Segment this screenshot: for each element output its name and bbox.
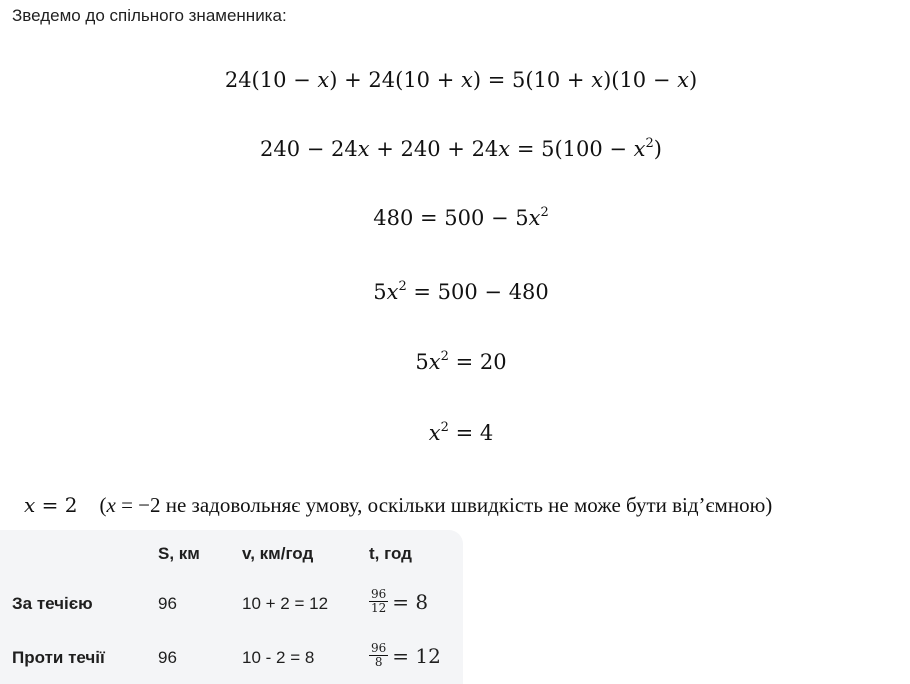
equation-5: $5x^2 = 20$: [415, 349, 507, 374]
cell-t-downstream: [369, 588, 428, 615]
header-v: v, км/год: [242, 544, 314, 563]
equation-1: 24(10 − x) + 24(10 + x) = 5(10 + x)(10 − x): [224, 68, 698, 92]
cell-s-upstream: 96: [158, 648, 177, 667]
fraction-result: = 8: [392, 589, 429, 614]
solution-note: (x = −2 не задовольняє умову, оскільки швидкість не може бути від’ємною): [99, 493, 773, 517]
equation-2: $240 - 24x + 240 + 24x = 5(100 - x^2)$: [259, 136, 662, 161]
intro-text: Зведемо до спільного знаменника:: [12, 6, 287, 25]
cell-v-upstream: 10 - 2 = 8: [242, 648, 315, 667]
fraction-numerator: 96: [371, 587, 387, 601]
header-t: t, год: [369, 544, 412, 563]
fraction-result: = 12: [392, 643, 441, 668]
motion-table: [0, 530, 463, 684]
fraction-numerator: 96: [371, 641, 387, 655]
cell-s-downstream: 96: [158, 594, 177, 613]
solution-root: x = 2: [24, 493, 78, 517]
equation-4: $5x^2 = 500 - 480$: [373, 279, 549, 304]
fraction-denominator: 12: [371, 601, 387, 615]
fraction-upstream: [369, 642, 388, 669]
row-label-downstream: За течією: [12, 594, 93, 613]
fraction-downstream: [369, 588, 388, 615]
equation-6: $x^2 = 4$: [428, 420, 494, 445]
solution-line: [24, 493, 772, 518]
header-s: S, км: [158, 544, 200, 563]
fraction-denominator: 8: [374, 655, 383, 669]
equation-3: $480 = 500 - 5x^2$: [373, 205, 549, 230]
cell-t-upstream: [369, 642, 441, 669]
row-label-upstream: Проти течії: [12, 648, 105, 667]
cell-v-downstream: 10 + 2 = 12: [242, 594, 329, 613]
